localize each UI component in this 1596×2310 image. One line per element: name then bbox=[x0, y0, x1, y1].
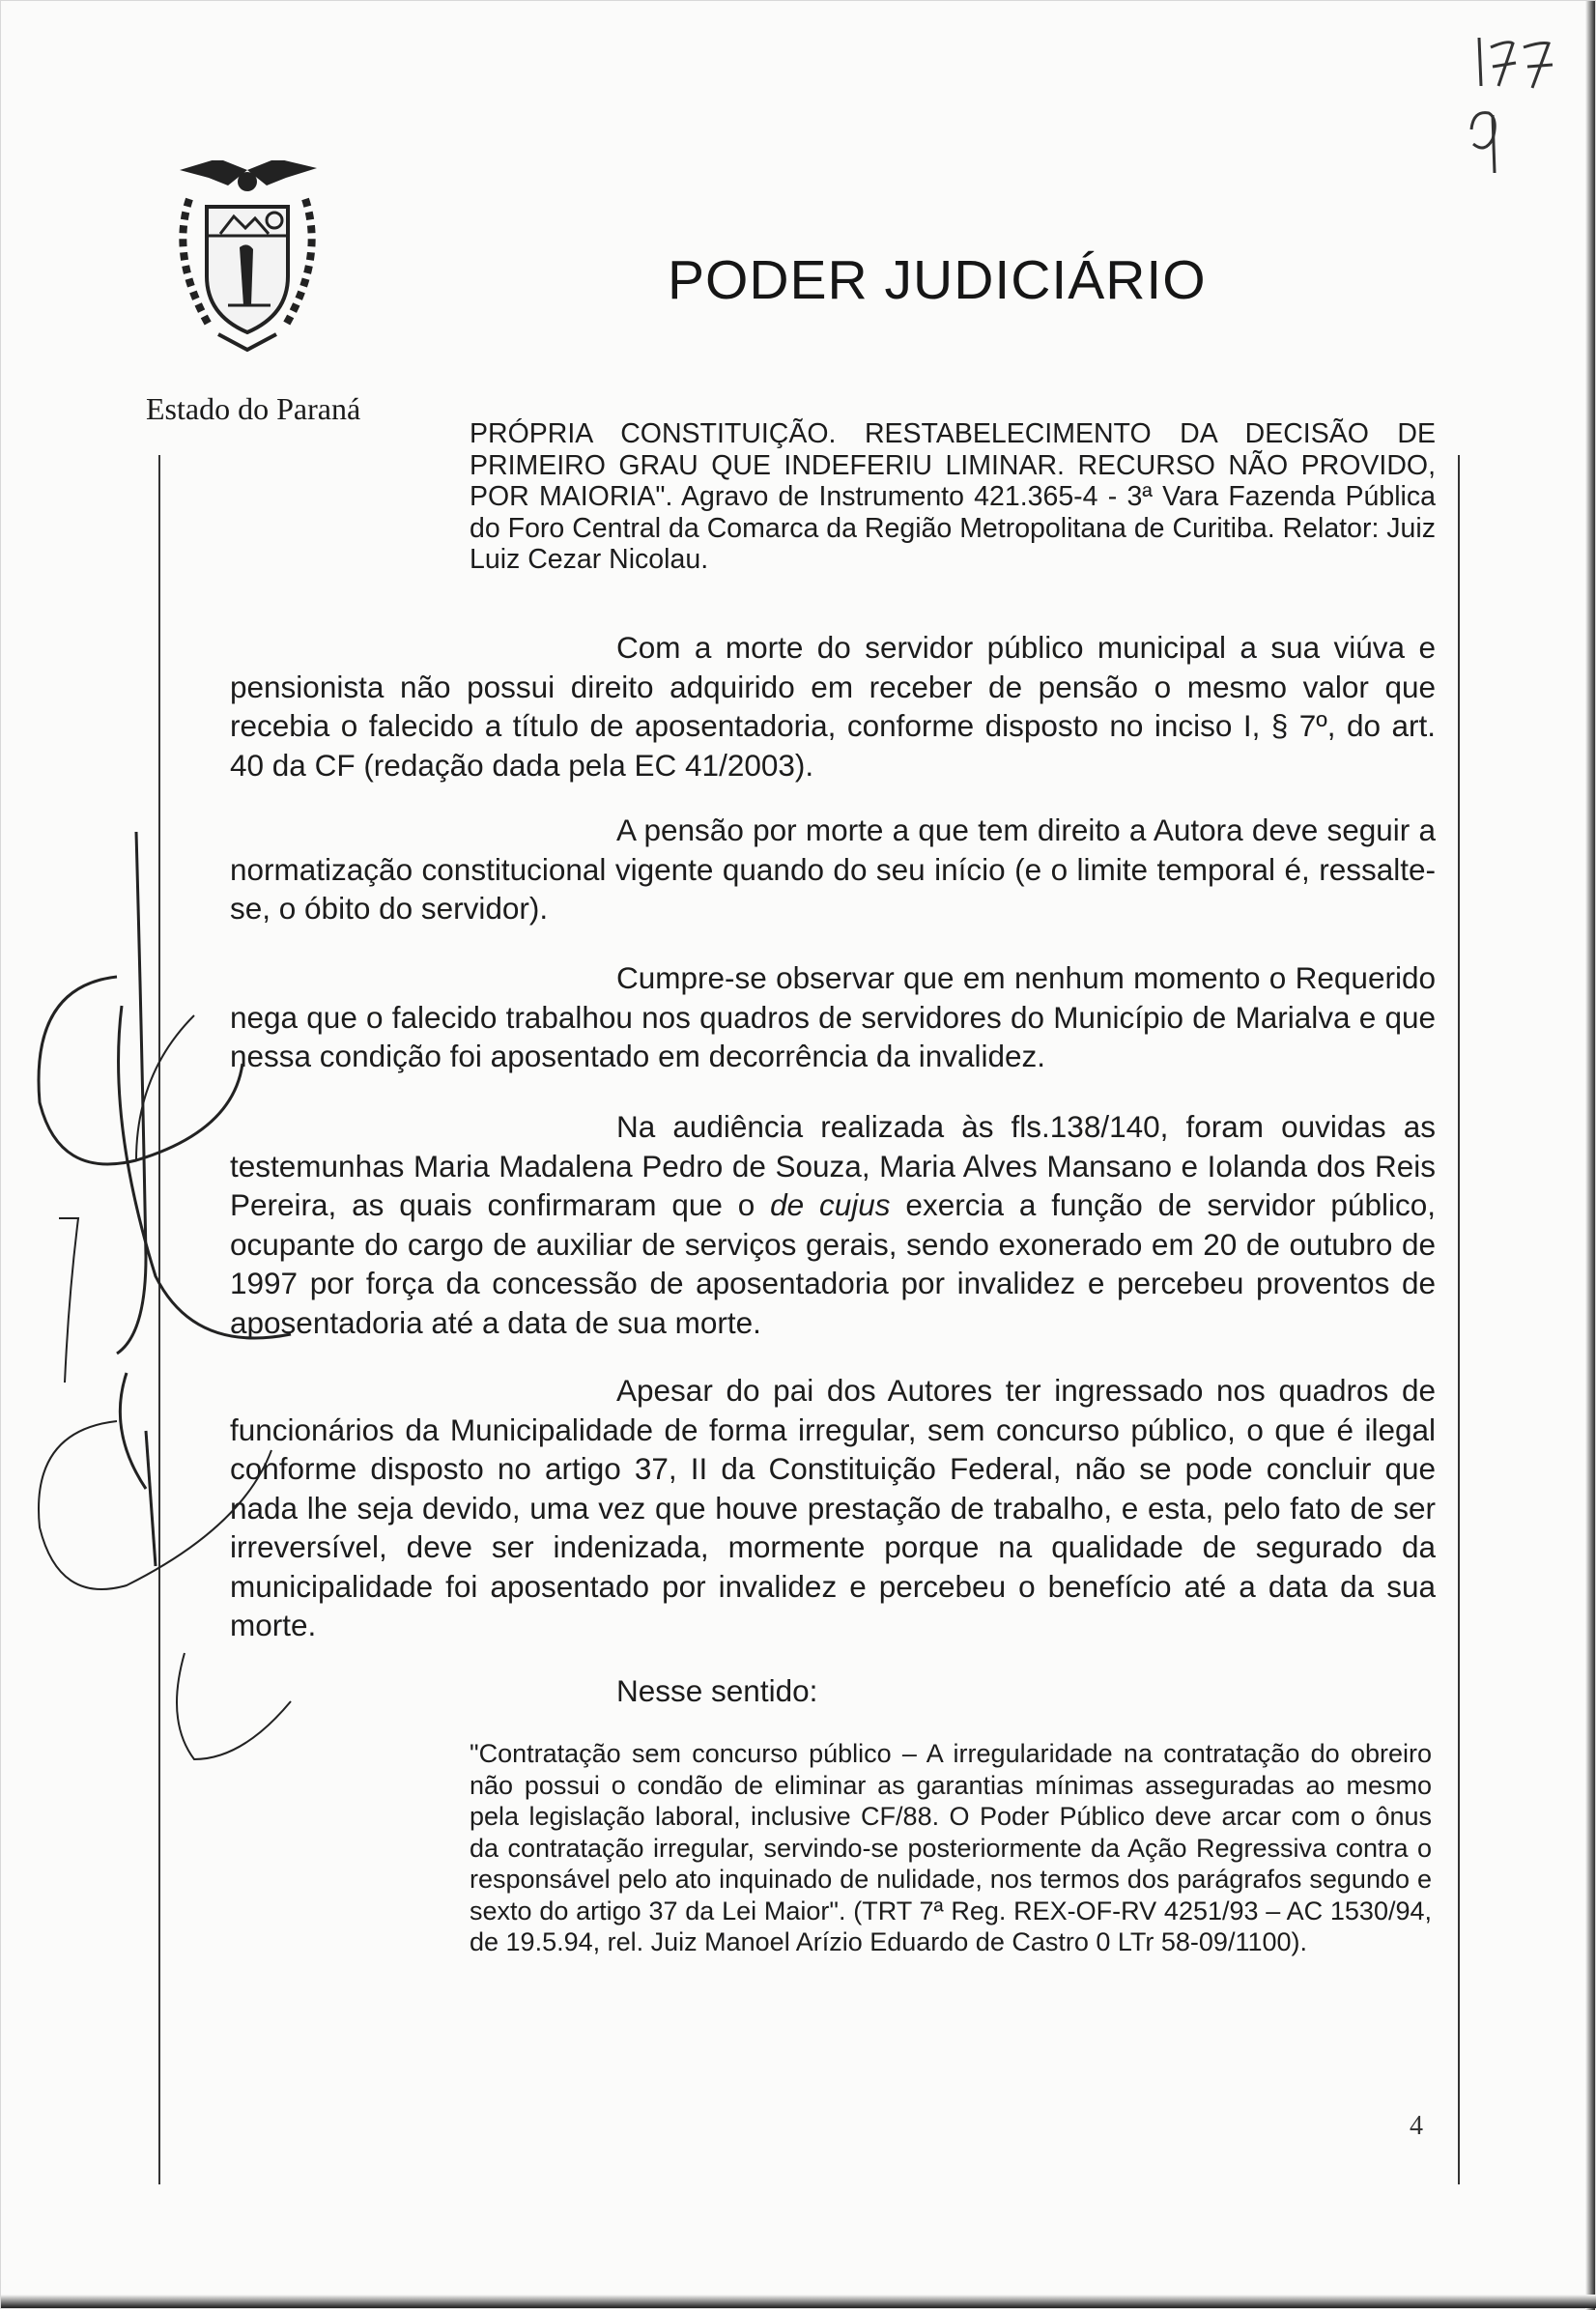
paragraph-6-text: Nesse sentido: bbox=[616, 1673, 818, 1708]
paragraph-5-text: Apesar do pai dos Autores ter ingressado nos quadros de funcionários da Municipalidade de forma irregular, sem concurso público, o que é ilegal conforme disposto no artigo 37, II da Constituição Federal, não se pode concluir que nada lhe seja devido, uma vez que houve prestação de trabalho, e esta, pelo fato de ser irreversível, deve ser indenizada, mormente porque na qualidade de segurado da municipalidade foi aposentado por invalidez e percebeu o benefício até a data da sua morte. bbox=[230, 1373, 1436, 1642]
paragraph-4-text-b: exercia a função de servidor público, ocupante do cargo de auxiliar de serviços gerais, sendo exonerado em 20 de outubro de 1997 por força da concessão de aposentadoria por invalidez e percebeu proventos de aposentadoria até a data de sua morte. bbox=[230, 1187, 1436, 1340]
paragraph-3 bbox=[230, 958, 1436, 1076]
paragraph-5 bbox=[230, 1371, 1436, 1645]
page-number: 4 bbox=[1410, 2111, 1423, 2141]
paragraph-6 bbox=[230, 1671, 1436, 1711]
handwritten-folio-number bbox=[1460, 18, 1576, 183]
paragraph-4-text-a: Na audiência realizada às fls.138/140, foram ouvidas as testemunhas Maria Madalena Pedro de Souza, Maria Alves Mansano e Iolanda dos Reis Pereira, as quais confirmaram que o bbox=[230, 1109, 1436, 1222]
paragraph-2-text: A pensão por morte a que tem direito a Autora deve seguir a normatização constitucional vigente quando do seu início (e o limite temporal é, ressalte-se, o óbito do servidor). bbox=[230, 813, 1436, 926]
paragraph-3-text: Cumpre-se observar que em nenhum momento o Requerido nega que o falecido trabalhou nos quadros de servidores do Município de Marialva e que nessa condição foi aposentado em decorrência da invalidez. bbox=[230, 960, 1436, 1073]
paragraph-4 bbox=[230, 1107, 1436, 1342]
paragraph-2 bbox=[230, 811, 1436, 928]
paragraph-1-text: Com a morte do servidor público municipal a sua viúva e pensionista não possui direito adquirido em receber de pensão o mesmo valor que recebia o falecido a título de aposentadoria, conforme disposto no inciso I, § 7º, do art. 40 da CF (redação dada pela EC 41/2003). bbox=[230, 630, 1436, 783]
state-name: Estado do Paraná bbox=[146, 391, 361, 426]
paragraph-1 bbox=[230, 628, 1436, 784]
right-margin-rule bbox=[1458, 455, 1460, 2184]
scan-edge-right bbox=[1585, 1, 1595, 2310]
paragraph-4-italic: de cujus bbox=[770, 1187, 891, 1222]
citation-block-top: PRÓPRIA CONSTITUIÇÃO. RESTABELECIMENTO DA DECISÃO DE PRIMEIRO GRAU QUE INDEFERIU LIMINAR. RECURSO NÃO PROVIDO, POR MAIORIA". Agravo de Instrumento 421.365-4 - 3ª Vara Fazenda Pública do Foro Central da Comarca da Região Metropolitana de Curitiba. Relator: Juiz Luiz Cezar Nicolau. bbox=[470, 418, 1436, 575]
page-title: PODER JUDICIÁRIO bbox=[668, 249, 1207, 311]
handwritten-signature bbox=[1, 755, 320, 1769]
scan-edge-bottom bbox=[1, 2295, 1596, 2308]
parana-coat-of-arms-icon bbox=[151, 160, 344, 354]
citation-block-bottom: "Contratação sem concurso público – A irregularidade na contratação do obreiro não possui o condão de eliminar as garantias mínimas asseguradas ao mesmo pela legislação laboral, inclusive CF/88. O Poder Público deve arcar com o ônus da contratação irregular, servindo-se posteriormente da Ação Regressiva contra o responsável pelo ato inquinado de nulidade, nos termos dos parágrafos segundo e sexto do artigo 37 da Lei Maior". (TRT 7ª Reg. REX-OF-RV 4251/93 – AC 1530/94, de 19.5.94, rel. Juiz Manoel Arízio Eduardo de Castro 0 LTr 58-09/1100). bbox=[470, 1739, 1432, 1956]
